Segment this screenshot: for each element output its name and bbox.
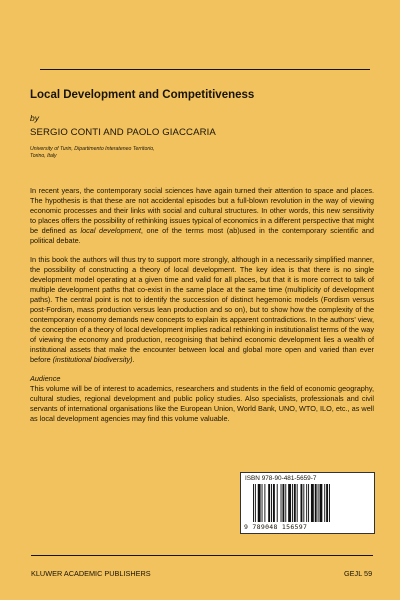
barcode-bar bbox=[258, 484, 261, 522]
audience-text: This volume will be of interest to academics, researchers and students in the field of economic geography, cultural studies, regional development and public policy studies. Also specialists, professionals and civil servants of international organisations like the European Union, World Bank, UNO, WTO, ILO, etc., as well as local development agencies may find this volume valuable. bbox=[30, 384, 374, 423]
barcode-bar bbox=[281, 484, 282, 522]
barcode-bar bbox=[264, 484, 265, 522]
barcode-bar bbox=[318, 484, 319, 522]
description-paragraph-2: In this book the authors will thus try to support more strongly, although in a necessarily simplified manner, the possibility of constructing a theory of local development. The key idea is that there is no single development model operating at a given time and valid for all places, but that it is more correct to talk of multiple development paths that co-exist in the same place at the same time (multiplicity of development paths). The central point is not to identify the succession of distinct hegemonic models (Fordism versus post-Fordism, mass production versus lean production and so on), but to show how the complexity of the contemporary economy demands new concepts to explain its apparent contradictions. In the authors' view, the conception of a theory of local development implies radical rethinking in institutionalist terms of the way of viewing the economy and production, recognising that behind economic development lies a wealth of institutional assets that make the encounter between local and global more open and varied than ever before (institutional biodiversity). bbox=[30, 255, 374, 364]
barcode-bar bbox=[311, 484, 314, 522]
barcode-bar bbox=[268, 484, 270, 522]
affiliation bbox=[30, 146, 230, 160]
barcode-bar bbox=[292, 484, 293, 522]
barcode-bar bbox=[297, 484, 298, 522]
audience-heading: Audience bbox=[30, 374, 61, 383]
barcode-bar bbox=[262, 484, 263, 522]
barcode-bar bbox=[285, 484, 286, 522]
isbn-label: ISBN 978-90-481-5659-7 bbox=[245, 475, 317, 482]
barcode-bar bbox=[303, 484, 304, 522]
barcode-bar bbox=[277, 484, 278, 522]
affiliation-line: University of Turin, Dipartimento Interateneo Territorio, bbox=[30, 146, 155, 152]
barcode-icon bbox=[251, 484, 366, 522]
publisher-name: KLUWER ACADEMIC PUBLISHERS bbox=[31, 569, 151, 578]
barcode-bar bbox=[282, 484, 284, 522]
barcode-bar bbox=[288, 484, 291, 522]
barcode-number: 9 789048 156597 bbox=[244, 523, 308, 531]
series-code: GEJL 59 bbox=[344, 569, 373, 578]
barcode-bar bbox=[273, 484, 275, 522]
barcode-bar bbox=[329, 484, 330, 522]
description-paragraph-1: In recent years, the contemporary social sciences have again turned their attention to space and places. The hypothesis is that these are not accidental episodes but a full-blown revolution in the way of viewing economic processes and their links with social and cultural structures. In other words, this new sensitivity to places offers the possibility of rethinking issues typical of economics in a different perspective that might be defined as local development, one of the terms most (ab)used in the contemporary scientific and political debate. bbox=[30, 186, 374, 245]
top-rule bbox=[40, 69, 370, 70]
isbn-barcode-box bbox=[240, 472, 375, 534]
affiliation-line: Torino, Italy bbox=[30, 153, 57, 159]
barcode-bar bbox=[326, 484, 328, 522]
book-title: Local Development and Competitiveness bbox=[30, 89, 255, 101]
by-label: by bbox=[30, 113, 39, 123]
barcode-bar bbox=[320, 484, 323, 522]
barcode-bar bbox=[294, 484, 296, 522]
barcode-bar bbox=[253, 484, 254, 522]
barcode-bar bbox=[271, 484, 272, 522]
barcode-bar bbox=[255, 484, 256, 522]
barcode-bar bbox=[308, 484, 309, 522]
barcode-bar bbox=[301, 484, 303, 522]
back-cover-description bbox=[30, 186, 374, 424]
barcode-bar bbox=[324, 484, 325, 522]
barcode-bar bbox=[315, 484, 317, 522]
authors: SERGIO CONTI AND PAOLO GIACCARIA bbox=[30, 127, 216, 138]
bottom-rule bbox=[31, 555, 373, 556]
barcode-bar bbox=[306, 484, 307, 522]
